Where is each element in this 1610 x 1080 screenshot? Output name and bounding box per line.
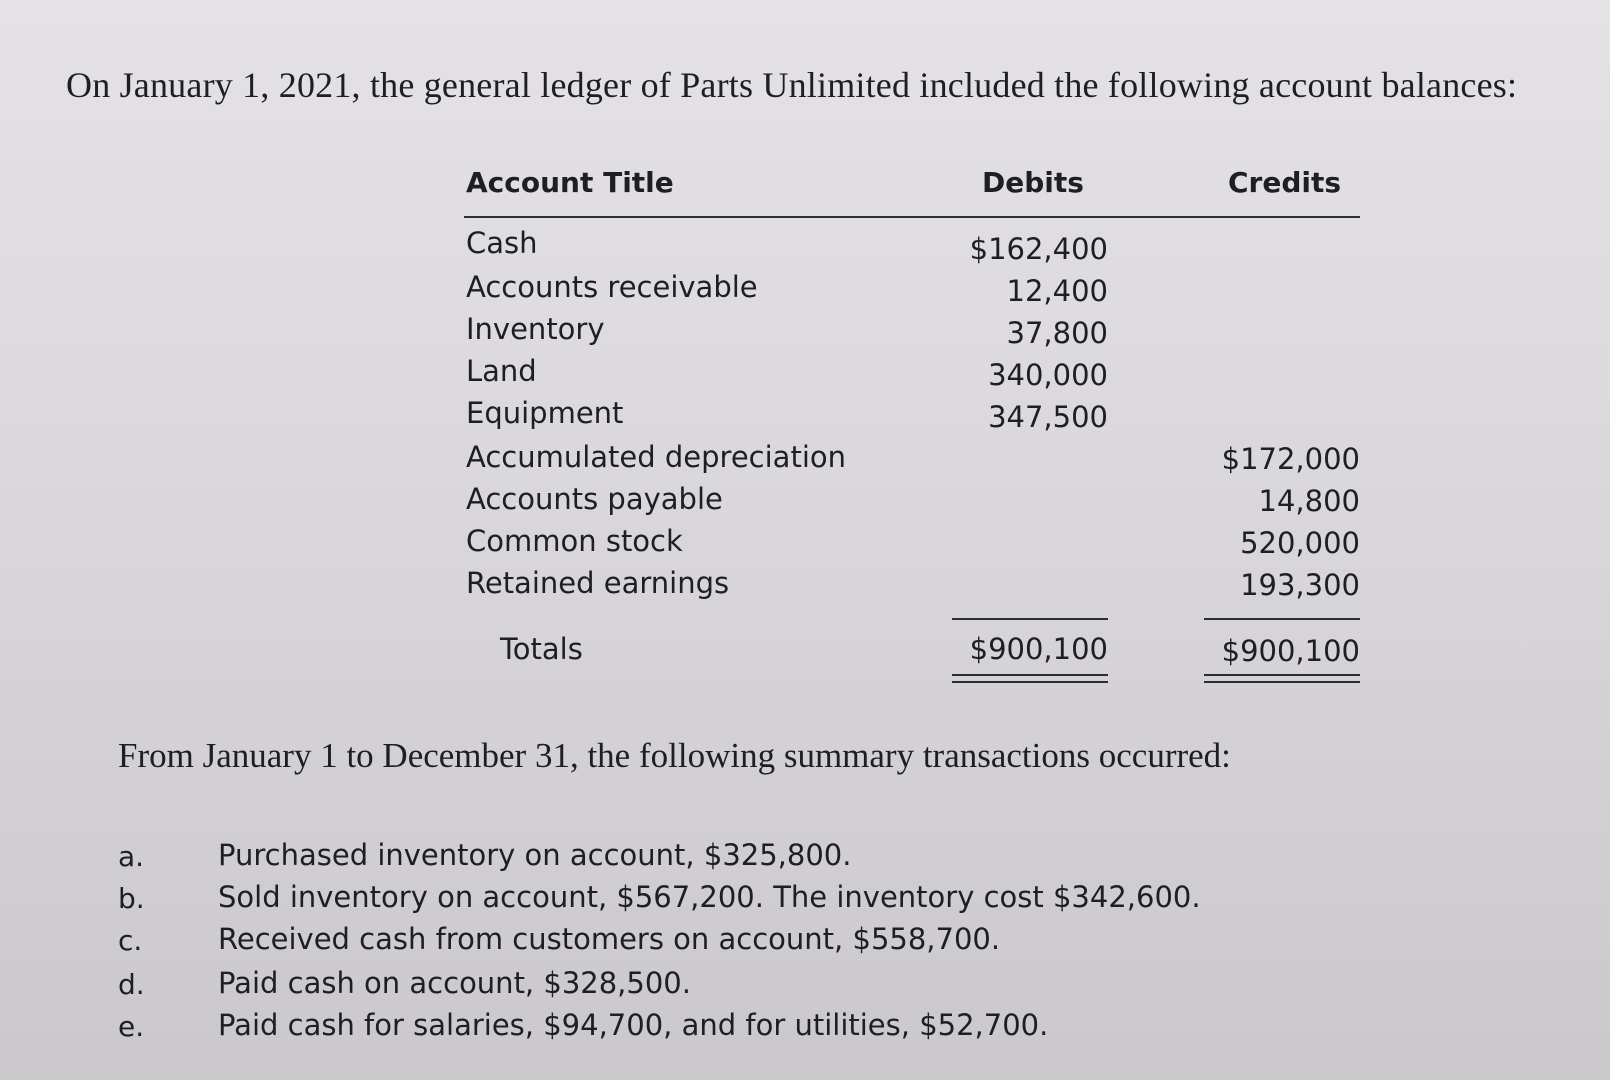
transaction-letter: c.: [118, 924, 143, 957]
account-title: Equipment: [466, 396, 624, 430]
transaction-text: Received cash from customers on account, $558,700.: [218, 922, 1001, 956]
header-credits: Credits: [1228, 166, 1342, 199]
transactions-intro: From January 1 to December 31, the following summary transactions occurred:: [118, 736, 1231, 775]
debit-amount: 340,000: [988, 358, 1108, 392]
account-title: Inventory: [466, 312, 605, 346]
debit-total: $900,100: [969, 632, 1108, 666]
credit-total: $900,100: [1221, 634, 1360, 668]
account-title: Cash: [466, 226, 538, 260]
debit-double-rule: [952, 674, 1108, 676]
credit-amount: 193,300: [1240, 568, 1360, 602]
account-title: Common stock: [466, 524, 683, 558]
transaction-letter: b.: [118, 882, 145, 915]
transaction-text: Sold inventory on account, $567,200. The inventory cost $342,600.: [218, 880, 1201, 914]
transaction-text: Paid cash for salaries, $94,700, and for utilities, $52,700.: [218, 1008, 1049, 1042]
credit-amount: 520,000: [1240, 526, 1360, 560]
header-debits: Debits: [982, 166, 1084, 199]
account-title: Land: [466, 354, 537, 388]
credit-subtotal-rule: [1204, 618, 1360, 620]
account-title: Accumulated depreciation: [466, 440, 847, 474]
account-title: Retained earnings: [466, 566, 730, 600]
account-title: Accounts payable: [466, 482, 723, 516]
credit-amount: $172,000: [1221, 442, 1360, 476]
credit-amount: 14,800: [1258, 484, 1360, 518]
debit-amount: $162,400: [969, 232, 1108, 266]
debit-double-rule: [952, 681, 1108, 683]
transaction-letter: e.: [118, 1010, 145, 1043]
debit-amount: 12,400: [1006, 274, 1108, 308]
account-title: Accounts receivable: [466, 270, 758, 304]
intro-text: On January 1, 2021, the general ledger of Parts Unlimited included the following account balances:: [66, 65, 1518, 105]
transaction-letter: a.: [118, 840, 145, 873]
header-account-title: Account Title: [466, 166, 674, 199]
credit-double-rule: [1204, 674, 1360, 676]
transaction-text: Purchased inventory on account, $325,800.: [218, 838, 852, 872]
credit-double-rule: [1204, 681, 1360, 683]
totals-label: Totals: [500, 632, 583, 666]
transaction-letter: d.: [118, 968, 145, 1001]
debit-subtotal-rule: [952, 618, 1108, 620]
debit-amount: 347,500: [988, 400, 1108, 434]
debit-amount: 37,800: [1006, 316, 1108, 350]
header-rule: [464, 216, 1360, 218]
transaction-text: Paid cash on account, $328,500.: [218, 966, 691, 1000]
